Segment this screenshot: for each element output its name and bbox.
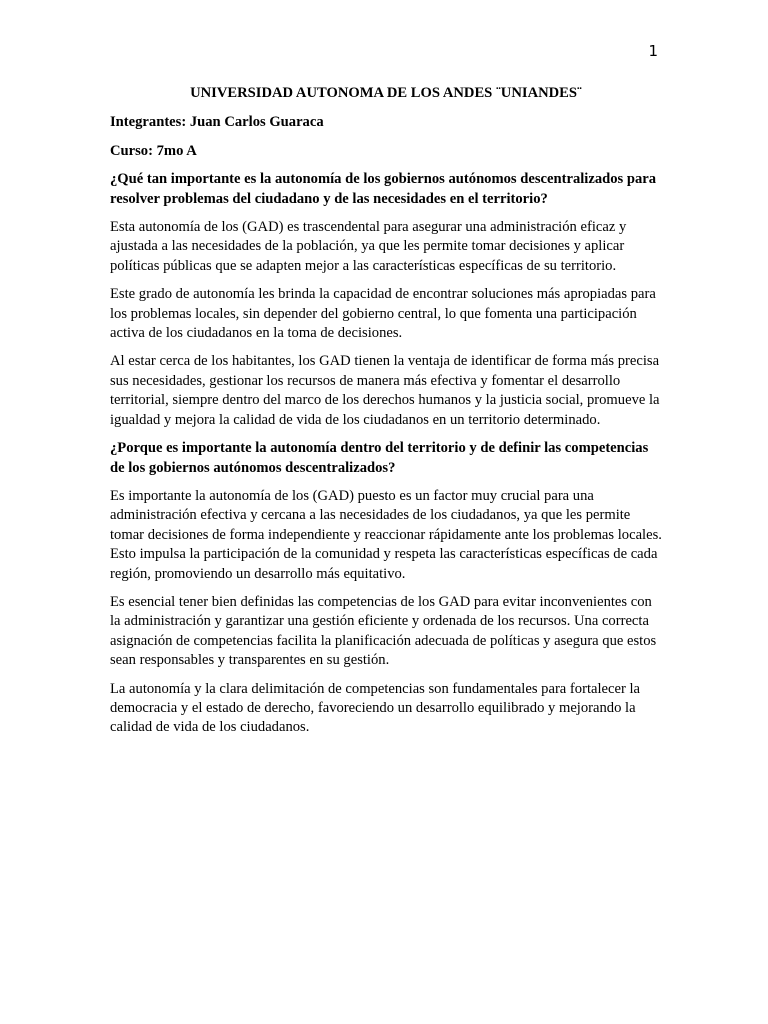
paragraph: Es importante la autonomía de los (GAD) puesto es un factor muy crucial para una administración efectiva y cercana a las necesidades de los ciudadanos, ya que les permite tomar decisiones de forma independiente y reaccionar rápidamente ante los problemas locales. Esto impulsa la participación de la comunidad y respeta las características específicas de cada región, promoviendo un desarrollo más equitativo.: [110, 487, 662, 582]
paragraph: Al estar cerca de los habitantes, los GAD tienen la ventaja de identificar de forma más precisa sus necesidades, gestionar los recursos de manera más efectiva y fomentar el desarrollo territorial, siempre dentro del marco de los derechos humanos y la justicia social, promueve la igualdad y mejora la calidad de vida de los ciudadanos en un territorio determinado.: [110, 353, 660, 428]
paragraph: Esta autonomía de los (GAD) es trascendental para asegurar una administración eficaz y ajustada a las necesidades de la población, ya que les permite tomar decisiones y aplicar políticas públicas que se adapten mejor a las características específicas de su territorio.: [110, 219, 627, 274]
question-heading-2: ¿Porque es importante la autonomía dentro del territorio y de definir las competencias de los gobiernos autónomos descentralizados?: [110, 440, 649, 476]
paragraph: La autonomía y la clara delimitación de competencias son fundamentales para fortalecer la democracia y el estado de derecho, favoreciendo un desarrollo equilibrado y mejorando la calidad de vida de los ciudadanos.: [110, 680, 640, 736]
paragraph: Es esencial tener bien definidas las competencias de los GAD para evitar inconvenientes con la administración y garantizar una gestión eficiente y ordenada de los recursos. Una correcta asignación de competencias facilita la planificación adecuada de políticas y asegura que estos sean responsables y transparentes en su gestión.: [110, 593, 657, 669]
members-line: Integrantes: Juan Carlos Guaraca: [110, 114, 324, 131]
document-body: [110, 84, 662, 747]
paragraph: Este grado de autonomía les brinda la capacidad de encontrar soluciones más apropiadas para los problemas locales, sin depender del gobierno central, lo que fomenta una participación activa de los ciudadanos en la toma de decisiones.: [110, 286, 656, 342]
question-heading-1: ¿Qué tan importante es la autonomía de los gobiernos autónomos descentralizados para resolver problemas del ciudadano y de las necesidades en el territorio?: [110, 171, 657, 207]
course-line: Curso: 7mo A: [110, 142, 197, 159]
page-number: 1: [648, 42, 658, 60]
document-title: UNIVERSIDAD AUTONOMA DE LOS ANDES ¨UNIANDES¨: [190, 85, 582, 101]
